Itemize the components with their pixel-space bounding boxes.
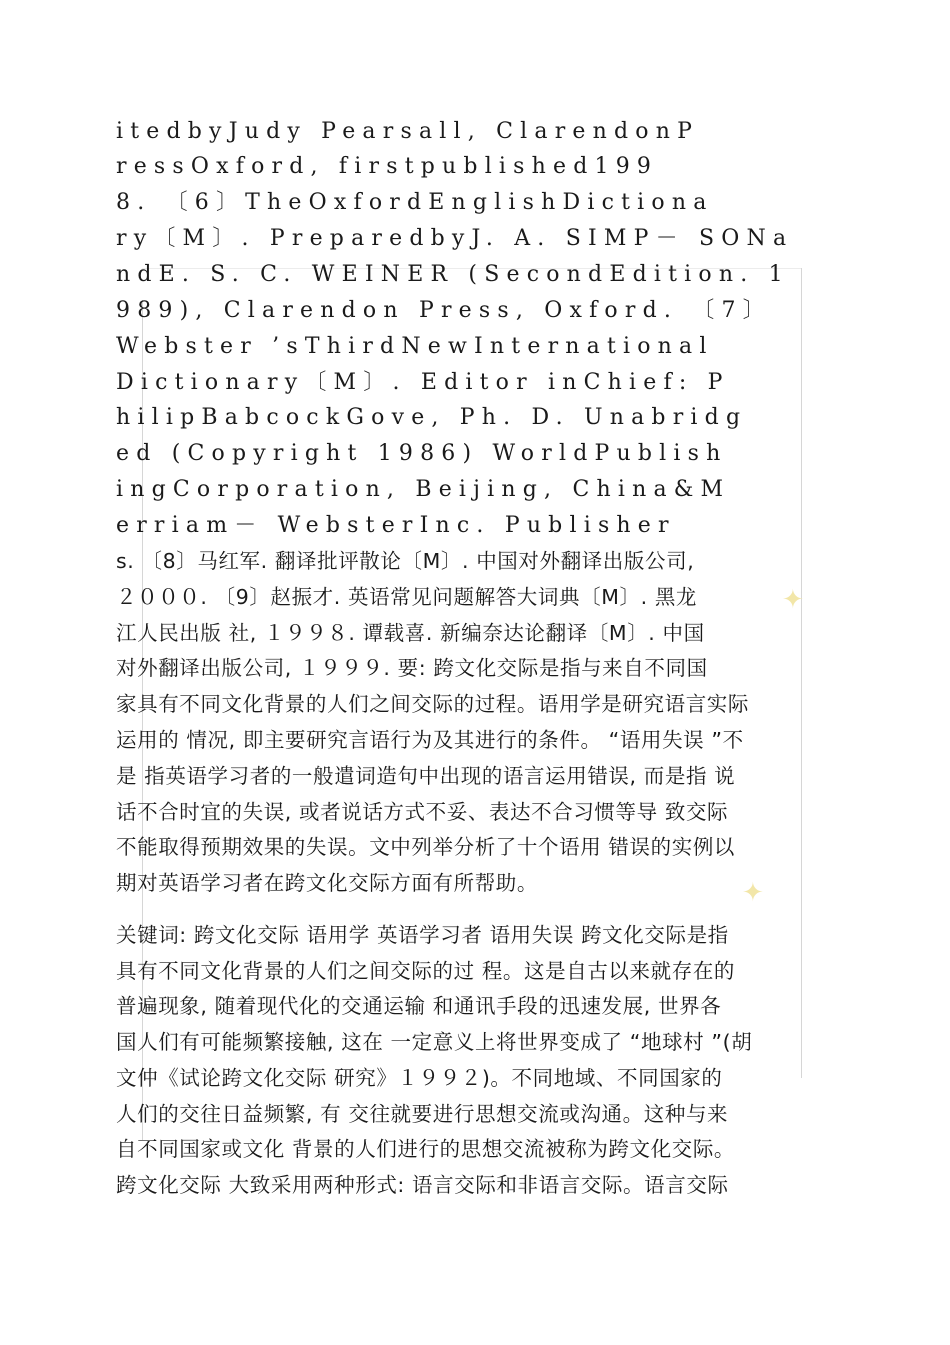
- keywords-line: 关键词: 跨文化交际 语用学 英语学习者 语用失误 跨文化交际是指: [116, 923, 729, 947]
- reference-line: erriam－ WebsterInc. Publisher: [116, 513, 676, 538]
- reference-line: ２０００. 〔9〕赵振才. 英语常见问题解答大词典〔M〕. 黑龙: [116, 585, 698, 609]
- abstract-line: 是 指英语学习者的一般遣词造句中出现的语言运用错误, 而是指 说: [116, 764, 736, 788]
- body-line: 文仲《试论跨文化交际 研究》１９９２)。不同地域、不同国家的: [116, 1066, 723, 1090]
- reference-line: itedbyJudy Pearsall, ClarendonP: [116, 119, 700, 144]
- abstract-line: 话不合时宜的失误, 或者说话方式不妥、表达不合习惯等导 致交际: [116, 800, 729, 824]
- body-line: 国人们有可能频繁接触, 这在 一定意义上将世界变成了 “地球村 ”(胡: [116, 1030, 753, 1054]
- reference-line: ndE. S. C. WEINER (SecondEdition. 1: [116, 262, 790, 287]
- reference-line: ressOxford, firstpublished199: [116, 154, 659, 179]
- reference-line: ed (Copyright 1986) WorldPublish: [116, 441, 728, 466]
- reference-line: 江人民出版 社, １９９８. 谭载喜. 新编奈达论翻译〔M〕. 中国: [116, 621, 705, 645]
- body-line: 具有不同文化背景的人们之间交际的过 程。这是自古以来就存在的: [116, 959, 736, 983]
- reference-line: ingCorporation, Beijing, China&M: [116, 477, 731, 502]
- abstract-line: 对外翻译出版公司, １９９９. 要: 跨文化交际是指与来自不同国: [116, 656, 708, 680]
- body-line: 跨文化交际 大致采用两种形式: 语言交际和非语言交际。语言交际: [116, 1173, 729, 1197]
- reference-line: Webster ’sThirdNewInternational: [116, 334, 714, 359]
- reference-line: 8. 〔6〕TheOxfordEnglishDictiona: [116, 190, 714, 215]
- reference-line: hilipBabcockGove, Ph. D. Unabridg: [116, 405, 748, 430]
- reference-line: s. 〔8〕马红军. 翻译批评散论〔M〕. 中国对外翻译出版公司,: [116, 549, 695, 573]
- reference-line: Dictionary〔M〕. Editor inChief: P: [116, 370, 730, 395]
- abstract-line: 期对英语学习者在跨文化交际方面有所帮助。: [116, 871, 538, 895]
- scan-artifact-line: [801, 268, 802, 1078]
- body-line: 普遍现象, 随着现代化的交通运输 和通讯手段的迅速发展, 世界各: [116, 994, 722, 1018]
- body-line: 自不同国家或文化 背景的人们进行的思想交流被称为跨文化交际。: [116, 1137, 736, 1161]
- body-line: 人们的交往日益频繁, 有 交往就要进行思想交流或沟通。这种与来: [116, 1102, 729, 1126]
- abstract-line: 家具有不同文化背景的人们之间交际的过程。语用学是研究语言实际: [116, 692, 749, 716]
- reference-line: ry〔M〕. PreparedbyJ. A. SIMP－ SONa: [116, 226, 794, 251]
- abstract-line: 不能取得预期效果的失误。文中列举分析了十个语用 错误的实例以: [116, 835, 736, 859]
- abstract-line: 运用的 情况, 即主要研究言语行为及其进行的条件。 “语用失误 ”不: [116, 728, 744, 752]
- reference-line: 989), Clarendon Press, Oxford. 〔7〕: [116, 298, 772, 323]
- faint-mark: ✦: [782, 585, 804, 615]
- faint-mark: ✦: [742, 878, 764, 908]
